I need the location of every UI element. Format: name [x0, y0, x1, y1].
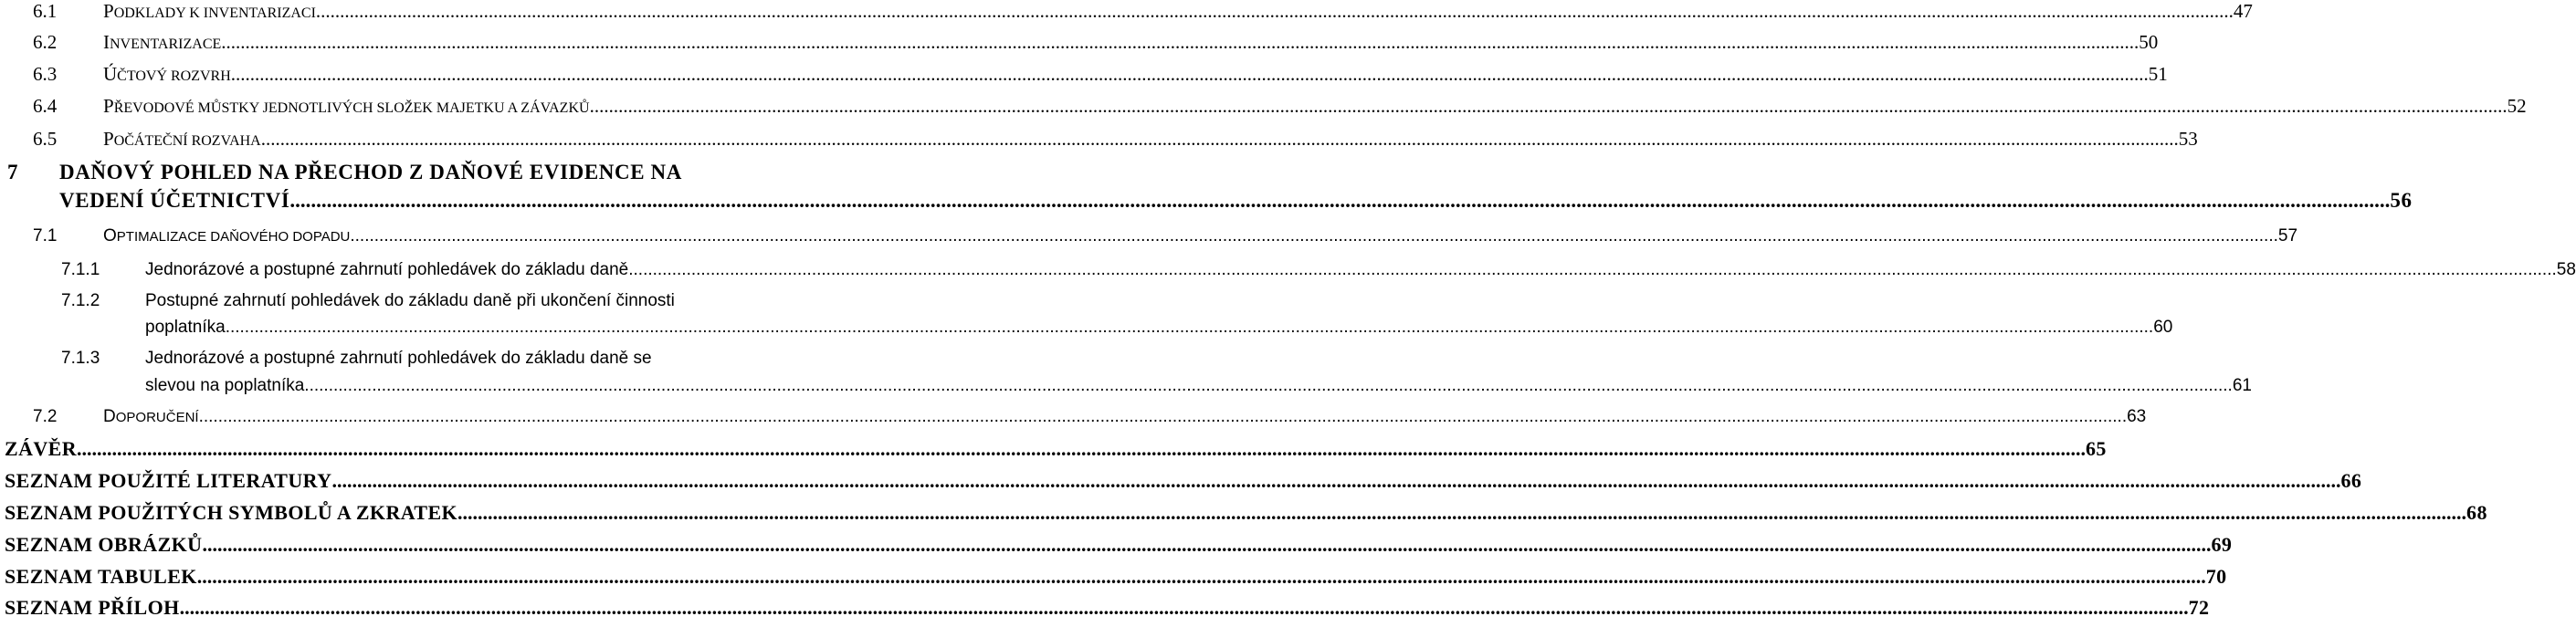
entry-title: POČÁTEČNÍ ROZVAHA: [103, 128, 261, 150]
entry-number: 6.2: [33, 31, 58, 53]
entry-title: ZÁVĚR: [5, 437, 78, 460]
entry-title: Jednorázové a postupné zahrnutí pohledávek do základu daně: [145, 260, 629, 279]
dot-leader: ................................................................................................................................................................................................................................................................................................................................................................................................................: [289, 189, 2391, 212]
entry-number: 6.5: [33, 128, 58, 150]
toc-entry-7-1-2-cont[interactable]: [0, 318, 2173, 349]
entry-title: ÚČTOVÝ ROZVRH: [103, 63, 231, 85]
entry-number: 7.2: [33, 407, 58, 426]
entry-title-line1: DAŇOVÝ POHLED NA PŘECHOD Z DAŇOVÉ EVIDENCE NA: [59, 161, 682, 183]
toc-entry-7-1-3-cont[interactable]: [0, 376, 2252, 407]
dot-leader: ................................................................................................................................................................................................................................................................................................................................................................................................................: [304, 376, 2233, 395]
dot-leader: ................................................................................................................................................................................................................................................................................................................................................................................................................: [315, 0, 2234, 22]
dot-leader: ................................................................................................................................................................................................................................................................................................................................................................................................................: [196, 565, 2206, 588]
dot-leader: ................................................................................................................................................................................................................................................................................................................................................................................................................: [457, 501, 2467, 524]
dot-leader: ................................................................................................................................................................................................................................................................................................................................................................................................................: [202, 533, 2212, 556]
toc-entry-6-1[interactable]: [0, 0, 2253, 31]
page-number: 65: [2086, 437, 2107, 460]
toc-entry-7-1[interactable]: [0, 226, 2298, 257]
entry-title-line2: VEDENÍ ÚČETNICTVÍ: [59, 189, 290, 212]
entry-title-line2: poplatníka: [145, 318, 226, 337]
entry-number: 7.1.3: [61, 349, 100, 368]
toc-entry-6-5[interactable]: [0, 128, 2198, 159]
toc-entry-7[interactable]: [0, 161, 873, 192]
page-number: 70: [2205, 565, 2227, 588]
entry-title-line1: Postupné zahrnutí pohledávek do základu daně při ukončení činnosti: [145, 291, 675, 310]
page-number: 57: [2277, 226, 2298, 246]
dot-leader: ................................................................................................................................................................................................................................................................................................................................................................................................................: [230, 63, 2149, 85]
page-number: 61: [2232, 376, 2252, 395]
entry-title: SEZNAM POUŽITÉ LITERATURY: [5, 469, 332, 492]
entry-number: 7.1: [33, 226, 58, 246]
toc-entry-symboly[interactable]: [0, 501, 2487, 532]
entry-title: PŘEVODOVÉ MŮSTKY JEDNOTLIVÝCH SLOŽEK MAJETKU A ZÁVAZKŮ: [103, 95, 590, 117]
page-number: 72: [2188, 596, 2210, 619]
entry-title: SEZNAM POUŽITÝCH SYMBOLŮ A ZKRATEK: [5, 501, 458, 524]
entry-title: DOPORUČENÍ: [103, 407, 199, 426]
page-number: 53: [2178, 128, 2198, 150]
page-number: 66: [2340, 469, 2362, 492]
page-number: 52: [2507, 95, 2527, 117]
toc-entry-obrazky[interactable]: [0, 533, 2233, 564]
page-number: 63: [2127, 407, 2147, 426]
toc-entry-6-3[interactable]: [0, 63, 2168, 94]
page-number: 51: [2148, 63, 2168, 85]
entry-title-line2: slevou na poplatníka: [145, 376, 305, 395]
page-number: 47: [2233, 0, 2253, 22]
dot-leader: ................................................................................................................................................................................................................................................................................................................................................................................................................: [77, 437, 2087, 460]
page-number: 68: [2466, 501, 2487, 524]
dot-leader: ................................................................................................................................................................................................................................................................................................................................................................................................................: [198, 407, 2128, 426]
entry-title: OPTIMALIZACE DAŇOVÉHO DOPADU: [103, 226, 351, 246]
page-number: 60: [2153, 318, 2173, 337]
entry-number: 7.1.1: [61, 260, 100, 279]
entry-title: INVENTARIZACE: [103, 31, 222, 53]
dot-leader: ................................................................................................................................................................................................................................................................................................................................................................................................................: [260, 128, 2179, 150]
dot-leader: ................................................................................................................................................................................................................................................................................................................................................................................................................: [589, 95, 2508, 117]
dot-leader: ................................................................................................................................................................................................................................................................................................................................................................................................................: [331, 469, 2341, 492]
toc-entry-literatura[interactable]: [0, 469, 2362, 500]
entry-title: SEZNAM TABULEK: [5, 565, 197, 588]
dot-leader: ................................................................................................................................................................................................................................................................................................................................................................................................................: [225, 318, 2154, 337]
dot-leader: ................................................................................................................................................................................................................................................................................................................................................................................................................: [221, 31, 2140, 53]
entry-title-line1: Jednorázové a postupné zahrnutí pohledávek do základu daně se: [145, 349, 652, 368]
toc-entry-6-4[interactable]: [0, 95, 2527, 126]
entry-number: 6.4: [33, 95, 58, 117]
toc-entry-7-cont[interactable]: [0, 189, 2413, 220]
toc-entry-prilohy[interactable]: [0, 596, 2210, 627]
entry-title: SEZNAM PŘÍLOH: [5, 596, 180, 619]
page-number: 50: [2139, 31, 2159, 53]
page-number: 58: [2556, 260, 2576, 279]
page-number: 56: [2390, 189, 2413, 212]
entry-number: 7.1.2: [61, 291, 100, 310]
dot-leader: ................................................................................................................................................................................................................................................................................................................................................................................................................: [628, 260, 2557, 279]
toc-entry-zaver[interactable]: [0, 437, 2107, 468]
entry-number: 7: [7, 161, 19, 183]
entry-title: SEZNAM OBRÁZKŮ: [5, 533, 203, 556]
toc-entry-6-2[interactable]: [0, 31, 2159, 62]
dot-leader: ................................................................................................................................................................................................................................................................................................................................................................................................................: [350, 226, 2278, 246]
toc-entry-7-2[interactable]: [0, 407, 2147, 438]
toc-entry-7-1-1[interactable]: [0, 260, 2576, 291]
toc-entry-tabulky[interactable]: [0, 565, 2227, 596]
dot-leader: ................................................................................................................................................................................................................................................................................................................................................................................................................: [179, 596, 2189, 619]
toc-entry-7-1-3[interactable]: [0, 349, 873, 380]
entry-title: PODKLADY K INVENTARIZACI: [103, 0, 316, 22]
entry-number: 6.3: [33, 63, 58, 85]
entry-number: 6.1: [33, 0, 58, 22]
page-number: 69: [2211, 533, 2233, 556]
